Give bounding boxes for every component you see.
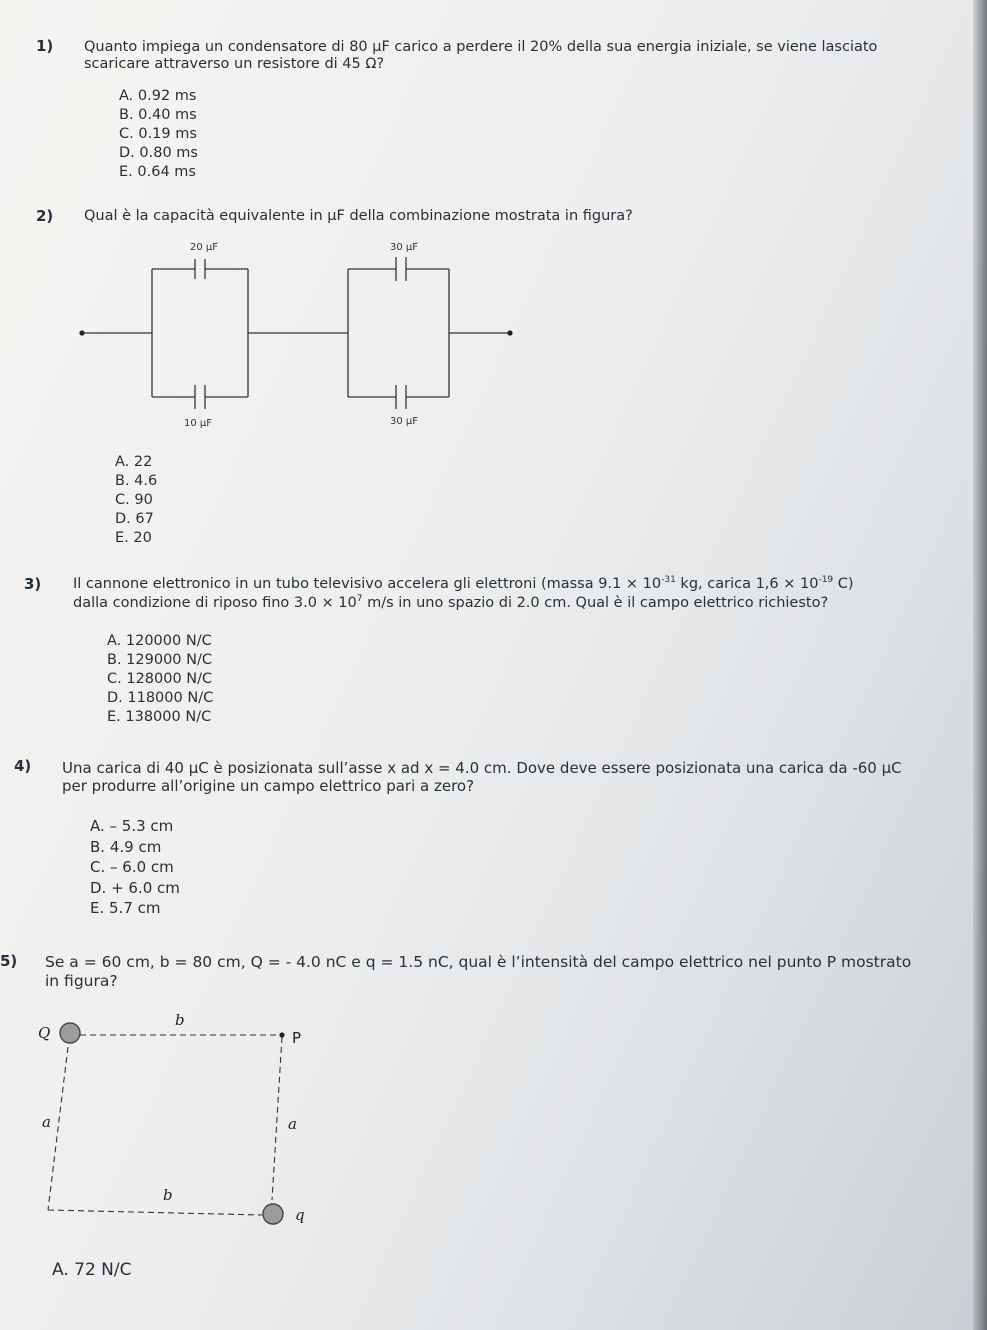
q4-line1: Una carica di 40 μC è posizionata sull’asse x ad x = 4.0 cm. Dove deve essere posizionata una carica da -60 μC — [62, 759, 902, 777]
q5-number: 5) — [0, 952, 18, 970]
q2-option-a[interactable]: A. 22 — [115, 454, 153, 470]
q4-option-d[interactable]: D. + 6.0 cm — [90, 878, 180, 897]
q3-option-d[interactable]: D. 118000 N/C — [107, 690, 214, 706]
q4-option-a[interactable]: A. – 5.3 cm — [90, 817, 174, 835]
q4-line2: per produrre all’origine un campo elettrico pari a zero? — [62, 777, 475, 795]
q3-option-c[interactable]: C. 128000 N/C — [107, 671, 213, 687]
q1-number: 1) — [36, 37, 54, 55]
q3-line1-part-b: kg, carica 1,6 × 10 — [675, 576, 819, 592]
q3-options — [107, 632, 213, 727]
q3-line1-part-a: Il cannone elettronico in un tubo televisivo accelera gli elettroni (massa 9.1 × 10 — [73, 576, 662, 592]
q2-number: 2) — [36, 207, 54, 225]
q5-charge-figure — [30, 1005, 330, 1235]
cap-label-top-left: 20 μF — [190, 242, 219, 253]
label-b-top: b — [175, 1011, 185, 1029]
q2-option-d[interactable]: D. 67 — [115, 511, 154, 527]
cap-label-bottom-left: 10 μF — [184, 418, 213, 429]
label-a-right: a — [288, 1115, 297, 1133]
q3-line1 — [73, 576, 973, 593]
q3-line1-part-c: C) — [833, 576, 854, 592]
q2-capacitor-figure — [70, 232, 530, 432]
q3-line2 — [73, 595, 973, 612]
q1-options — [119, 87, 198, 182]
q5-options — [52, 1259, 132, 1281]
label-q: q — [295, 1206, 305, 1224]
q1-line1: Quanto impiega un condensatore di 80 μF carico a perdere il 20% della sua energia iniziale, se viene lasciato — [84, 39, 878, 55]
q5-line1: Se a = 60 cm, b = 80 cm, Q = - 4.0 nC e q = 1.5 nC, qual è l’intensità del campo elettrico nel punto P mostrato — [45, 953, 912, 971]
left-terminal — [79, 330, 84, 335]
page-edge-shadow — [973, 0, 987, 1330]
q3-option-a[interactable]: A. 120000 N/C — [107, 633, 212, 649]
q2-options — [115, 453, 157, 548]
q3-text — [73, 576, 973, 612]
q3-number: 3) — [24, 575, 42, 593]
q2-option-c[interactable]: C. 90 — [115, 492, 153, 508]
label-a-left: a — [42, 1113, 51, 1131]
cap-label-top-right: 30 μF — [390, 242, 419, 253]
q2-option-b[interactable]: B. 4.6 — [115, 473, 158, 489]
q4-options — [90, 816, 180, 919]
q3-exp-charge: -19 — [818, 575, 834, 585]
q4-number: 4) — [14, 757, 32, 775]
q1-option-e[interactable]: E. 0.64 ms — [119, 164, 196, 180]
right-terminal — [507, 330, 512, 335]
q1-text — [84, 39, 964, 73]
charge-Q-marker — [60, 1023, 80, 1043]
q1-option-c[interactable]: C. 0.19 ms — [119, 126, 197, 142]
q3-exp-mass: -31 — [661, 575, 676, 585]
label-b-bottom: b — [163, 1186, 173, 1204]
q1-option-a[interactable]: A. 0.92 ms — [119, 88, 197, 104]
q3-line2-part-b: m/s in uno spazio di 2.0 cm. Qual è il campo elettrico richiesto? — [362, 595, 829, 611]
q4-option-e[interactable]: E. 5.7 cm — [90, 899, 161, 917]
q3-option-e[interactable]: E. 138000 N/C — [107, 709, 212, 725]
q1-option-b[interactable]: B. 0.40 ms — [119, 107, 197, 123]
q3-exp-speed: 7 — [356, 594, 363, 604]
q4-option-b[interactable]: B. 4.9 cm — [90, 837, 162, 856]
q3-line2-part-a: dalla condizione di riposo fino 3.0 × 10 — [73, 595, 357, 611]
q3-option-b[interactable]: B. 129000 N/C — [107, 652, 212, 668]
point-P-marker — [279, 1032, 284, 1037]
q1-line2: scaricare attraverso un resistore di 45 Ω? — [84, 56, 385, 72]
q5-text — [45, 953, 975, 991]
q4-text — [62, 759, 972, 795]
cap-label-bottom-right: 30 μF — [390, 416, 419, 427]
q2-text: Qual è la capacità equivalente in μF della combinazione mostrata in figura? — [84, 208, 633, 224]
q5-line2: in figura? — [45, 972, 118, 990]
label-P: P — [292, 1029, 302, 1047]
label-Q: Q — [38, 1024, 51, 1042]
q2-option-e[interactable]: E. 20 — [115, 530, 152, 546]
q1-option-d[interactable]: D. 0.80 ms — [119, 145, 198, 161]
charge-q-marker — [263, 1204, 283, 1224]
q4-option-c[interactable]: C. – 6.0 cm — [90, 858, 174, 876]
q5-option-a[interactable]: A. 72 N/C — [52, 1260, 132, 1280]
